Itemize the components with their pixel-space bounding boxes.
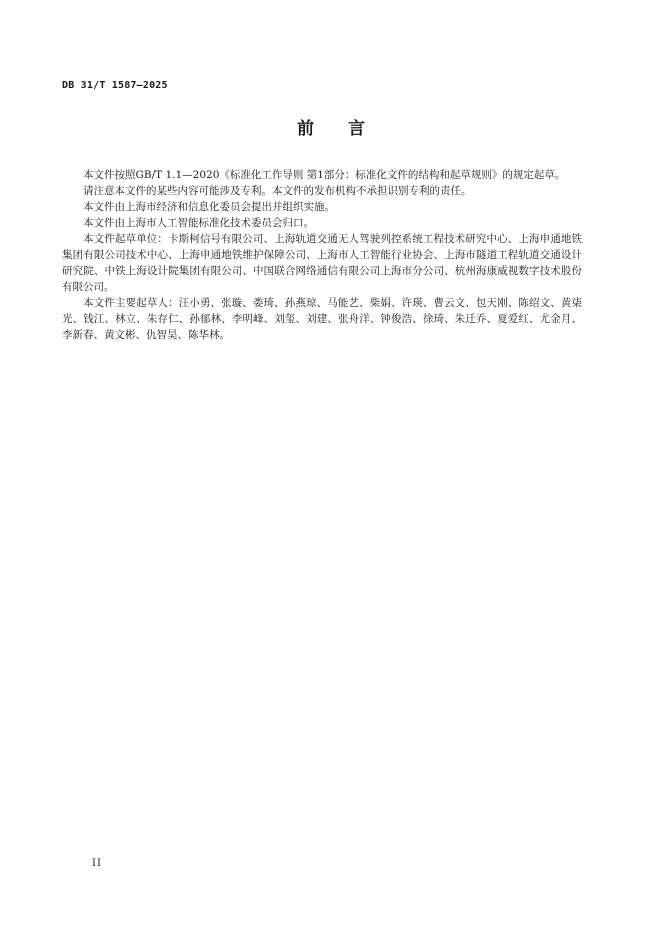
document-number: DB 31/T 1587—2025 <box>62 80 168 91</box>
paragraph-drafting-units: 本文件起草单位：卡斯柯信号有限公司、上海轨道交通无人驾驶列控系统工程技术研究中心、上海申通地铁集团有限公司技术中心、上海申通地铁维护保障公司、上海市人工智能行业协会、上海市隧道工程轨道交通设计研究院、中铁上海设计院集团有限公司、中国联合网络通信有限公司上海市分公司、杭州海康威视数字技术股份有限公司。 <box>62 233 582 293</box>
title-char-1: 前 <box>297 119 314 139</box>
foreword-body <box>62 167 582 343</box>
paragraph-patent-notice: 请注意本文件的某些内容可能涉及专利。本文件的发布机构不承担识别专利的责任。 <box>83 185 472 197</box>
page-number: II <box>92 858 102 869</box>
paragraph-proposer: 本文件由上海市经济和信息化委员会提出并组织实施。 <box>83 201 335 213</box>
title-char-2: 言 <box>348 119 365 139</box>
paragraph-drafting-rules: 本文件按照GB/T 1.1—2020《标准化工作导则 第1部分：标准化文件的结构和起草规则》的规定起草。 <box>83 169 566 181</box>
page-title <box>0 114 662 139</box>
paragraph-drafters: 本文件主要起草人：汪小勇、张璇、娄琦、孙燕琼、马能艺、柴娟、许瑛、曹云文、包天刚、陈绍文、黄柒光、钱江、林立、朱存仁、孙郁林、李明峰、刘玺、刘建、张舟洋、钟俊浩、徐琦、朱迁乔、夏爱红、尤金月、李新春、黄文彬、仇智昊、陈华林。 <box>62 297 582 341</box>
paragraph-technical-committee: 本文件由上海市人工智能标准化技术委员会归口。 <box>83 217 314 229</box>
